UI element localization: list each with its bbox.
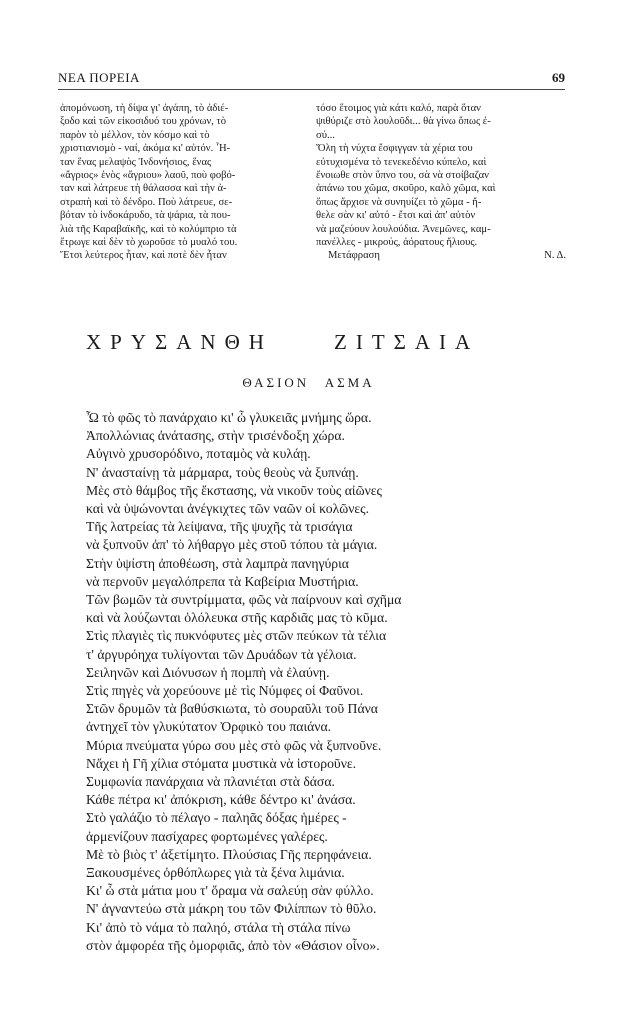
poem-verse: Μὲς στὸ θάμβος τῆς ἔκστασης, νὰ νικοῦν τοὺς αἰῶνες	[86, 482, 382, 498]
poem-verse: Στῶν δρυμῶν τὰ βαθύσκιωτα, τὸ σουραῦλι τοῦ Πάνα	[86, 701, 378, 717]
text-line: «ἄγριος» ἑνὸς «ἄγριου» λαοῦ, ποὺ φοβό-	[60, 170, 236, 182]
poem-verse: Ἀπολλώνιας ἀνάτασης, στὴν τρισένδοξη χώρα.	[86, 428, 345, 444]
text-line: θελε σὰν κι' αὐτό - ἔτσι καὶ ἀπ' αὐτὸν	[316, 210, 476, 222]
text-line: Ἔτσι λεύτερος ἦταν, καὶ ποτὲ δὲν ἦταν	[60, 250, 227, 262]
poem-verse: ἀρμενίζουν πασίχαρες φορτωμένες γαλέρες.	[86, 828, 328, 844]
poem-verse: Συμφωνία πανάρχαια νὰ πλανιέται στὰ δάσα.	[86, 774, 335, 790]
poem-verse: Στὶς πηγὲς νὰ χορεύουνε μὲ τὶς Νύμφες οἱ Φαῦνοι.	[86, 683, 364, 699]
text-line: ἔνοιωθε στὸν ὕπνο του, σὰ νὰ στοίβαζαν	[316, 170, 489, 182]
text-line: ἀπομόνωση, τὴ δίψα γι' ἀγάπη, τὸ ἀδιέ-	[60, 103, 229, 114]
text-line: ταν ἕνας μελαψὸς Ἰνδονήσιος, ἕνας	[60, 156, 212, 168]
poem-verse: Μύρια πνεύματα γύρω σου μὲς στὸ φῶς νὰ ξυπνοῦνε.	[86, 737, 382, 753]
poem-verse: καὶ νὰ λούζωνται ὁλόλευκα στῆς καρδιᾶς μας τὸ κῦμα.	[86, 610, 388, 626]
page-number: 69	[552, 70, 565, 85]
text-line: στραπὴ καὶ τὸ δένδρο. Ποὺ λάτρευε, σε-	[60, 196, 233, 208]
poem-verse: Τῶν βωμῶν τὰ συντρίμματα, φῶς νὰ παίρνουν καὶ σχῆμα	[86, 592, 402, 608]
poem-verse: στὸν ἀμφορέα τῆς ὀμορφιᾶς, ἀπὸ τὸν «Θάσιον οἶνο».	[86, 937, 380, 953]
poem-author	[80, 330, 540, 356]
poem-verse: ἀντηχεῖ τὸν γλυκύτατον Ὀρφικὸ του παιάνα.	[86, 719, 332, 735]
right-column-text	[316, 102, 566, 263]
poem-verse: νὰ περνοῦν μεγαλόπρεπα τὰ Καβείρια Μυστήρια.	[86, 573, 359, 589]
poem-verse: καὶ νὰ ὑψώνονται ἀνέγκιχτες τῶν ναῶν οἱ κολῶνες.	[86, 501, 369, 517]
poem-verse: Ν' ἀγναντεύω στὰ μάκρη του τῶν Φιλίππων τὸ θῦλο.	[86, 901, 377, 917]
text-line: ἔτρωγε καὶ δὲν τὸ χωροῦσε τὸ μυαλό του.	[60, 237, 238, 249]
poem-verse: Σειληνῶν καὶ Διόνυσων ἡ πομπὴ νὰ ἐλαύνῃ.	[86, 664, 330, 680]
poem-verse: Κι' ὦ στὰ μάτια μου τ' ὅραμα νὰ σαλεύῃ σὰν φύλλο.	[86, 883, 374, 899]
poem-verse: Ὦ τὸ φῶς τὸ πανάρχαιο κι' ὦ γλυκειᾶς μνήμης ὥρα.	[86, 410, 372, 425]
poem-verse: Αὐγινὸ χρυσορόδινο, ποταμὸς νὰ κυλάῃ.	[86, 446, 311, 462]
translator-initials: Ν. Δ.	[544, 250, 566, 262]
text-line: νὰ μαζεύουν λουλούδια. Ἀνεμῶνες, καμ-	[316, 223, 491, 235]
poem-verse: νὰ ξυπνοῦν ἀπ' τὸ λήθαργο μὲς στοῦ τόπου τὰ μάγια.	[86, 537, 378, 553]
text-line: χριστιανισμὸ - ναί, ἀκόμα κι' αὐτόν. Ἦ-	[60, 143, 231, 155]
running-header	[58, 70, 565, 90]
journal-title: ΝΕΑ ΠΟΡΕΙΑ	[58, 70, 140, 85]
poem-verse: Κάθε πέτρα κι' ἀπόκριση, κάθε δέντρο κι' ἀνάσα.	[86, 792, 356, 808]
text-line: βόταν τὸ ἰνδοκάρυδο, τὰ ψάρια, τὰ που-	[60, 210, 231, 222]
translation-credit	[316, 249, 566, 262]
text-line: Ὅλη τὴ νύχτα ἔσφιγγαν τὰ χέρια του	[316, 143, 473, 155]
translation-label: Μετάφραση	[328, 250, 380, 262]
text-line: εὐτυχισμένα τὸ τενεκεδένιο κύπελο, καὶ	[316, 156, 487, 168]
text-line: ὅπως ἄρχισε νὰ συνηυίζει τὸ χῶμα - ἤ-	[316, 196, 482, 208]
text-line: παρὸν τὸ μέλλον, τὸν κόσμο καὶ τὸ	[60, 129, 210, 141]
poem-verse: Νἄχει ἡ Γῆ χίλια στόματα μυστικὰ νὰ ἱστοροῦνε.	[86, 755, 357, 771]
text-line: πανέλλες - μικρούς, ἀόρατους ἥλιους.	[316, 237, 478, 249]
poem-verse: Στὸ γαλάζιο τὸ πέλαγο - παληᾶς δόξας ἡμέρες -	[86, 810, 347, 826]
poem-verse: τ' ἀργυρόηχα τυλίγονται τῶν Δρυάδων τὰ γέλοια.	[86, 646, 357, 662]
text-line: τόσο ἕτοιμος γιὰ κάτι καλό, παρὰ ὅταν	[316, 103, 481, 114]
author-first-name: ΧΡΥΣΑΝΘΗ	[86, 330, 273, 354]
left-column-text	[60, 102, 298, 263]
poem-verse: Ξακουσμένες ὀρθόπλωρες γιὰ τὰ ξένα λιμάνια.	[86, 865, 345, 881]
poem-body	[86, 409, 566, 955]
header-rule	[58, 89, 565, 90]
text-line: λιὰ τῆς Καραβαϊκῆς, καὶ τὸ κολύμπριο τὰ	[60, 223, 237, 235]
poem-verse: Στὴν ὑψίστη ἀποθέωση, στὰ λαμπρὰ πανηγύρια	[86, 555, 349, 571]
poem-verse: Στὶς πλαγιὲς τὶς πυκνόφυτες μὲς στῶν πεύκων τὰ τέλια	[86, 628, 387, 644]
text-line: ξοδο καὶ τῶν εἰκοσιδυό του χρόνων, τὸ	[60, 116, 227, 128]
poem-verse: Τῆς λατρείας τὰ λείψανα, τῆς ψυχῆς τὰ τρισάγια	[86, 519, 353, 535]
poem-verse: Ν' ἀνασταίνῃ τὰ μάρμαρα, τοὺς θεοὺς νὰ ξυπνάῃ.	[86, 464, 359, 480]
text-line: ἀπάνω του χῶμα, σκοῦρο, καλὸ χῶμα, καὶ	[316, 183, 496, 195]
poem-verse: Κι' ἀπὸ τὸ νάμα τὸ παληό, στάλα τὴ στάλα πίνω	[86, 919, 351, 935]
text-line: ψιθύριζε στὸ λουλοῦδι... θὰ γίνω ὅπως ἐ-	[316, 116, 491, 128]
poem-title: ΘΑΣΙΟΝ ΑΣΜΑ	[242, 375, 375, 390]
poem-verse: Μὲ τὸ βιὸς τ' ἀξετίμητο. Πλούσιας Γῆς περηφάνεια.	[86, 846, 372, 862]
text-line: σύ...	[316, 129, 335, 141]
author-last-name: ΖΙΤΣΑΙΑ	[334, 330, 480, 354]
text-line: ταν καὶ λάτρευε τὴ θάλασσα καὶ τὴν ἀ-	[60, 183, 227, 195]
